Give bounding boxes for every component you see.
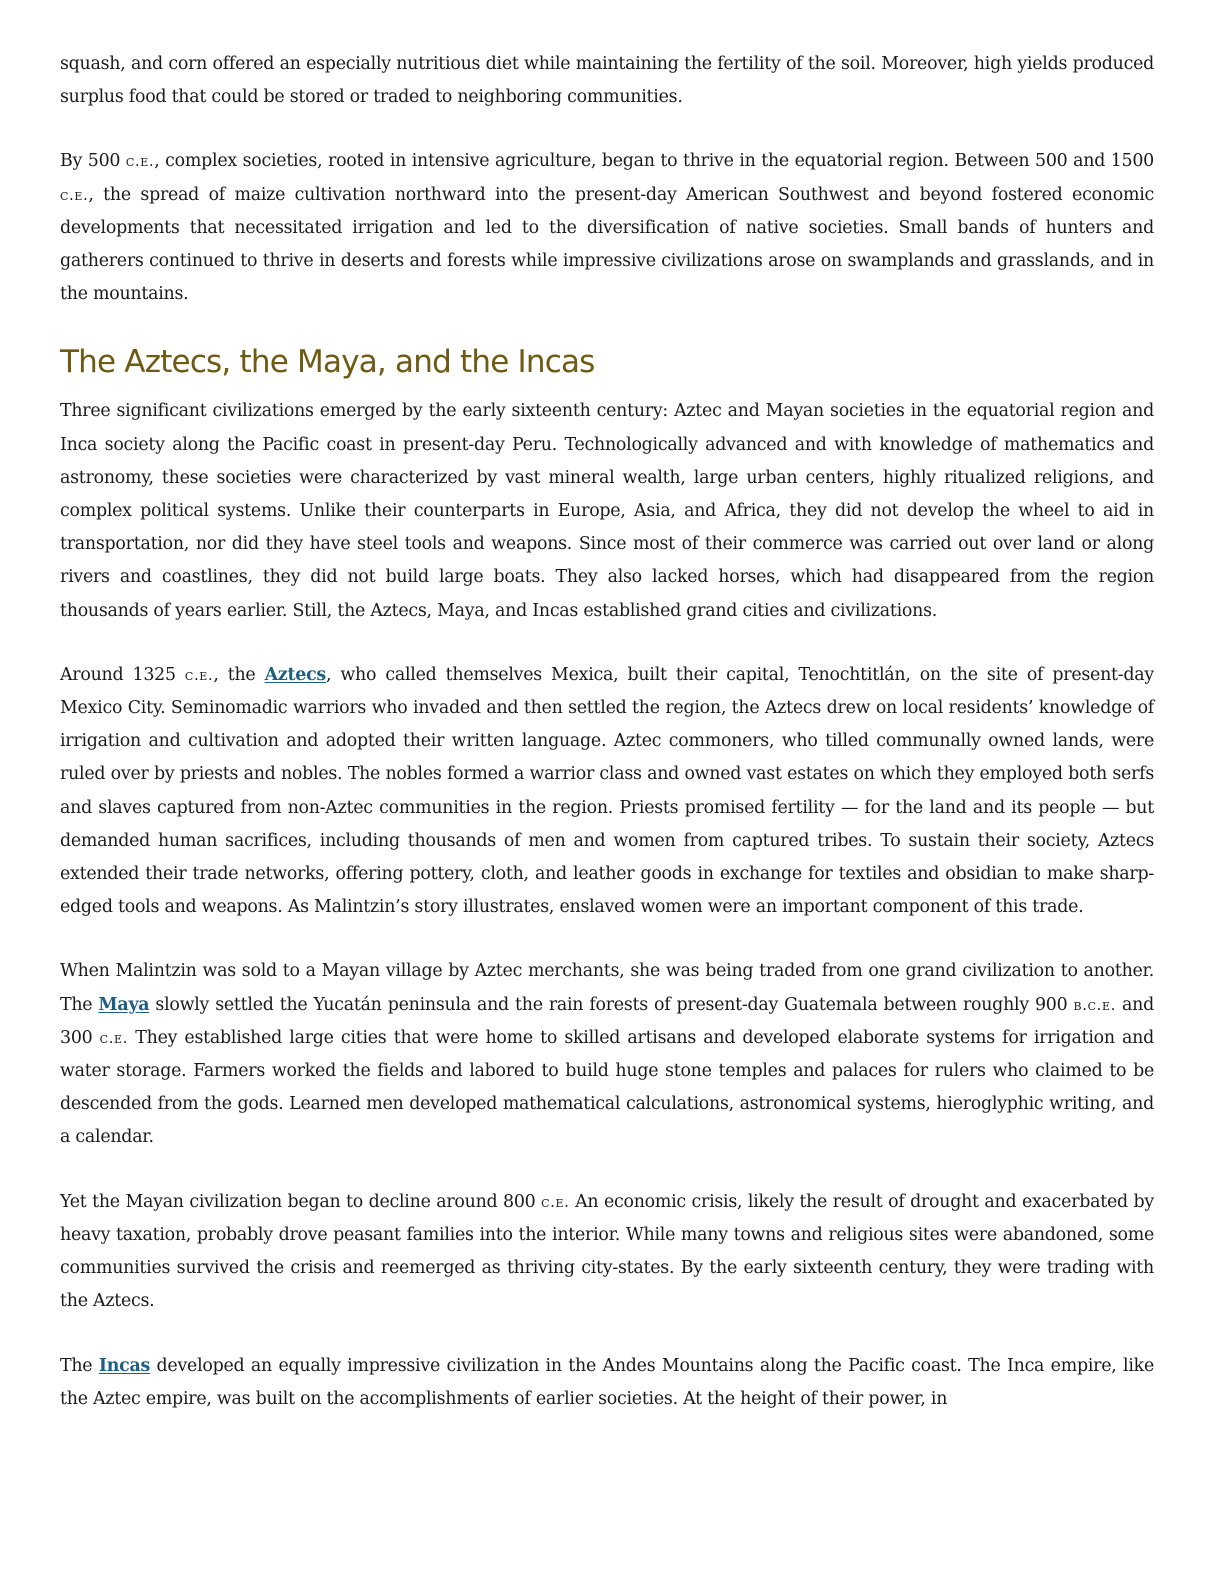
era-abbreviation: b.c.e. xyxy=(1073,995,1116,1014)
paragraph-complex-societies xyxy=(60,145,1154,311)
paragraph-text: An economic crisis, likely the result of drought and exacerbated by heavy taxation, probably drove peasant families into the interior. While many towns and religious sites were abandoned, some communities survived the crisis and reemerged as thriving city-states. By the early sixteenth century, they were trading with the Aztecs. xyxy=(60,1191,1155,1312)
glossary-link-maya[interactable]: Maya xyxy=(98,994,150,1015)
paragraph-text: squash, and corn offered an especially nutritious diet while maintaining the fertility of the soil. Moreover, high yields produced surplus food that could be stored or traded to neighboring communities. xyxy=(60,54,1154,108)
paragraph-maya xyxy=(60,955,1154,1154)
paragraph-incas xyxy=(60,1350,1154,1416)
paragraph-text: , who called themselves Mexica, built their capital, Tenochtitlán, on the site of present-day Mexico City. Seminomadic warriors who invaded and then settled the region, the Aztecs drew on local residents’ knowledge of irrigation and cultivation and adopted their written language. Aztec commoners, who tilled communally owned lands, were ruled over by priests and nobles. The nobles formed a warrior class and owned vast estates on which they employed both serfs and slaves captured from non-Aztec communities in the region. Priests promised fertility — for the land and its people — but demanded human sacrifices, including thousands of men and women from captured tribes. To sustain their society, Aztecs extended their trade networks, offering pottery, cloth, and leather goods in exchange for textiles and obsidian to make sharp-edged tools and weapons. As Malintzin’s story illustrates, enslaved women were an important component of this trade. xyxy=(60,664,1154,918)
paragraph-text: Three significant civilizations emerged by the early sixteenth century: Aztec and Mayan societies in the equatorial region and Inca society along the Pacific coast in present-day Peru. Technologically advanced and with knowledge of mathematics and astronomy, these societies were characterized by vast mineral wealth, large urban centers, highly ritualized religions, and complex political systems. Unlike their counterparts in Europe, Asia, and Africa, they did not develop the wheel to aid in transportation, nor did they have steel tools and weapons. Since most of their commerce was carried out over land or along rivers and coastlines, they did not build large boats. They also lacked horses, which had disappeared from the region thousands of years earlier. Still, the Aztecs, Maya, and Incas established grand cities and civilizations. xyxy=(60,401,1154,621)
paragraph-text: , the xyxy=(213,664,265,685)
section-heading-wrapper xyxy=(60,342,1154,382)
paragraph-aztecs xyxy=(60,659,1154,925)
paragraph-text: slowly settled the Yucatán peninsula and the rain forests of present-day Guatemala between roughly 900 xyxy=(149,994,1074,1015)
section-heading: The Aztecs, the Maya, and the Incas xyxy=(60,344,595,381)
era-abbreviation: c.e. xyxy=(184,665,214,684)
era-abbreviation: c.e. xyxy=(541,1192,570,1211)
glossary-link-aztecs[interactable]: Aztecs xyxy=(264,664,326,685)
paragraph-text: When Malintzin was sold to a Mayan village by Aztec merchants, she was being traded from one grand civilization to another. The xyxy=(60,961,1154,1015)
paragraph-text: developed an equally impressive civilization in the Andes Mountains along the Pacific coast. The Inca empire, like the Aztec empire, was built on the accomplishments of earlier societies. At the height of their power, in xyxy=(60,1355,1154,1409)
era-abbreviation: c.e. xyxy=(125,152,155,171)
paragraph-text: , the spread of maize cultivation northward into the present-day American Southwest and beyond fostered economic developments that necessitated irrigation and led to the diversification of native societies. Small bands of hunters and gatherers continued to thrive in deserts and forests while impressive civilizations arose on swamplands and grasslands, and in the mountains. xyxy=(60,184,1154,305)
era-abbreviation: c.e. xyxy=(99,1028,129,1047)
paragraph-text: The xyxy=(60,1355,99,1376)
era-abbreviation: c.e. xyxy=(60,185,89,204)
paragraph-agriculture-surplus xyxy=(60,48,1154,114)
paragraph-three-civilizations xyxy=(60,395,1154,627)
paragraph-mayan-decline xyxy=(60,1186,1154,1319)
glossary-link-incas[interactable]: Incas xyxy=(98,1355,151,1376)
paragraph-text: They established large cities that were home to skilled artisans and developed elaborate systems for irrigation and water storage. Farmers worked the fields and labored to build huge stone temples and palaces for rulers who claimed to be descended from the gods. Learned men developed mathematical calculations, astronomical systems, hieroglyphic writing, and a calendar. xyxy=(60,1027,1154,1148)
document-page xyxy=(60,48,1154,1447)
paragraph-text: and 300 xyxy=(60,994,1154,1048)
paragraph-text: Yet the Mayan civilization began to decline around 800 xyxy=(60,1191,542,1212)
paragraph-text: By 500 xyxy=(60,151,126,172)
paragraph-text: Around 1325 xyxy=(60,664,185,685)
paragraph-text: , complex societies, rooted in intensive agriculture, began to thrive in the equatorial region. Between 500 and 1500 xyxy=(154,151,1154,172)
